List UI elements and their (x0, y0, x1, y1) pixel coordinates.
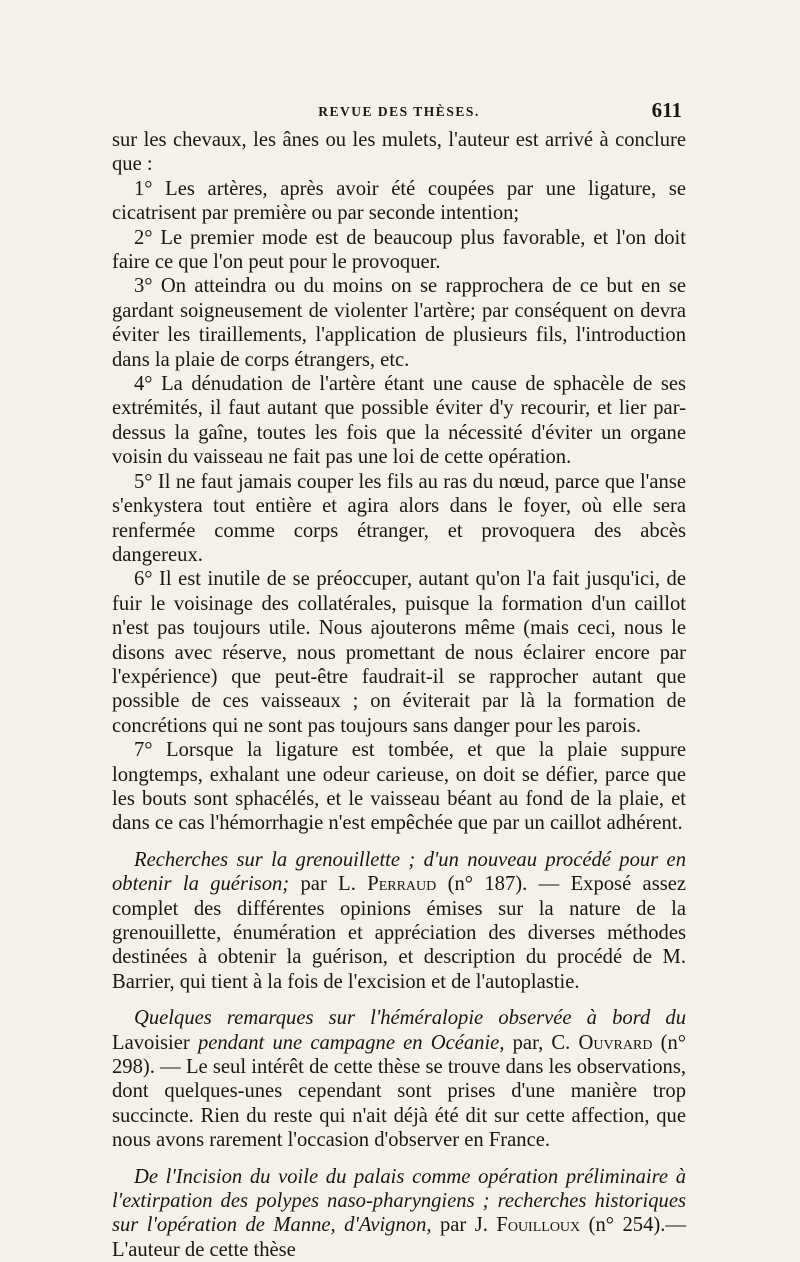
review-text: (n° 298). — Le seul intérêt de cette thèse se trouve dans les observations, dont quelques-unes cependant sont prises d'une manière trop succincte. Rien du reste qui n'ait déjà été dit sur cette affection, que nous avons rarement l'occasion d'observer en France. (112, 1031, 686, 1152)
review-by: par (289, 873, 339, 896)
review-text: (n° 254).—L'auteur de cette thèse (112, 1214, 686, 1261)
review-by: par, (504, 1031, 552, 1054)
review-title-cont: pendant une campagne en Océanie, (197, 1031, 505, 1054)
review-author: J. Fouilloux (474, 1214, 581, 1237)
review-title: De l'Incision du voile du palais comme opération préliminaire à l'extirpation des polypes naso-pharyngiens ; recherches historiques sur l'opération de (112, 1165, 686, 1237)
paragraph: 2° Le premier mode est de beaucoup plus favorable, et l'on doit faire ce que l'on peut pour le provoquer. (112, 226, 686, 274)
paragraph: 6° Il est inutile de se préoccuper, autant qu'on l'a fait jusqu'ici, de fuir le voisinage des collatérales, puisque la formation d'un caillot n'est pas toujours utile. Nous ajouterons même (mais ceci, nous le disons avec réserve, nous promettant de nous éclairer encore par l'expérience) que peut-être faudrait-il se rapprocher autant que possible de ces vaisseaux ; on éviterait par là la formation de concrétions qui ne sont pas toujours sans danger pour les parois. (112, 568, 686, 737)
paragraph: 3° On atteindra ou du moins on se rapprochera de ce but en se gardant soigneusement de violenter l'artère; par conséquent on devra éviter les tiraillements, l'application de plusieurs fils, l'introduction dans la plaie de corps étrangers, etc. (112, 275, 686, 371)
page (112, 98, 686, 1262)
review-place: Manne, d'Avignon, (264, 1214, 432, 1237)
running-header (112, 98, 686, 128)
review-title: Recherches sur la grenouillette ; d'un nouveau procédé pour en obtenir la guérison; (112, 848, 686, 896)
ship-name: Lavoisier (112, 1031, 198, 1054)
review-author: C. Ouvrard (551, 1031, 653, 1054)
review-title: Quelques remarques sur l'héméralopie observée à bord du (134, 1007, 686, 1030)
paragraph: 5° Il ne faut jamais couper les fils au ras du nœud, parce que l'anse s'enkystera tout entière et agira alors dans le foyer, où elle sera renfermée comme corps étranger, et provoquera des abcès dangereux. (112, 470, 686, 566)
review-text: (n° 187). — Exposé assez complet des différentes opinions émises sur la nature de la grenouillette, énumération et appréciation des diverses méthodes destinées à obtenir la guérison, et description du procédé de M. Barrier, qui tient à la fois de l'excision et de l'autoplastie. (112, 873, 687, 993)
paragraph: 1° Les artères, après avoir été coupées par une ligature, se cicatrisent par première ou par seconde intention; (112, 177, 686, 225)
text-body (112, 128, 686, 1262)
review-by: par (431, 1214, 475, 1237)
running-title: REVUE DES THÈSES. (318, 104, 480, 119)
review-entry (112, 1006, 686, 1152)
review-entry (112, 1165, 686, 1262)
paragraph: 7° Lorsque la ligature est tombée, et que la plaie suppure longtemps, exhalant une odeur carieuse, on doit se défier, parce que les bouts sont sphacélés, et le vaisseau béant au fond de la plaie, et dans ce cas l'hémorrhagie n'est empêchée que par un caillot adhérent. (112, 739, 686, 835)
paragraph: sur les chevaux, les ânes ou les mulets, l'auteur est arrivé à conclure que : (112, 129, 686, 176)
review-author: L. Perraud (338, 873, 437, 896)
paragraph: 4° La dénudation de l'artère étant une cause de sphacèle de ses extrémités, il faut autant que possible éviter d'y recourir, et lier par-dessus la gaîne, toutes les fois que la nécessité d'éviter un organe voisin du vaisseau ne fait pas une loi de cette opération. (112, 373, 686, 469)
review-entry (112, 848, 686, 994)
page-number: 611 (651, 98, 682, 122)
